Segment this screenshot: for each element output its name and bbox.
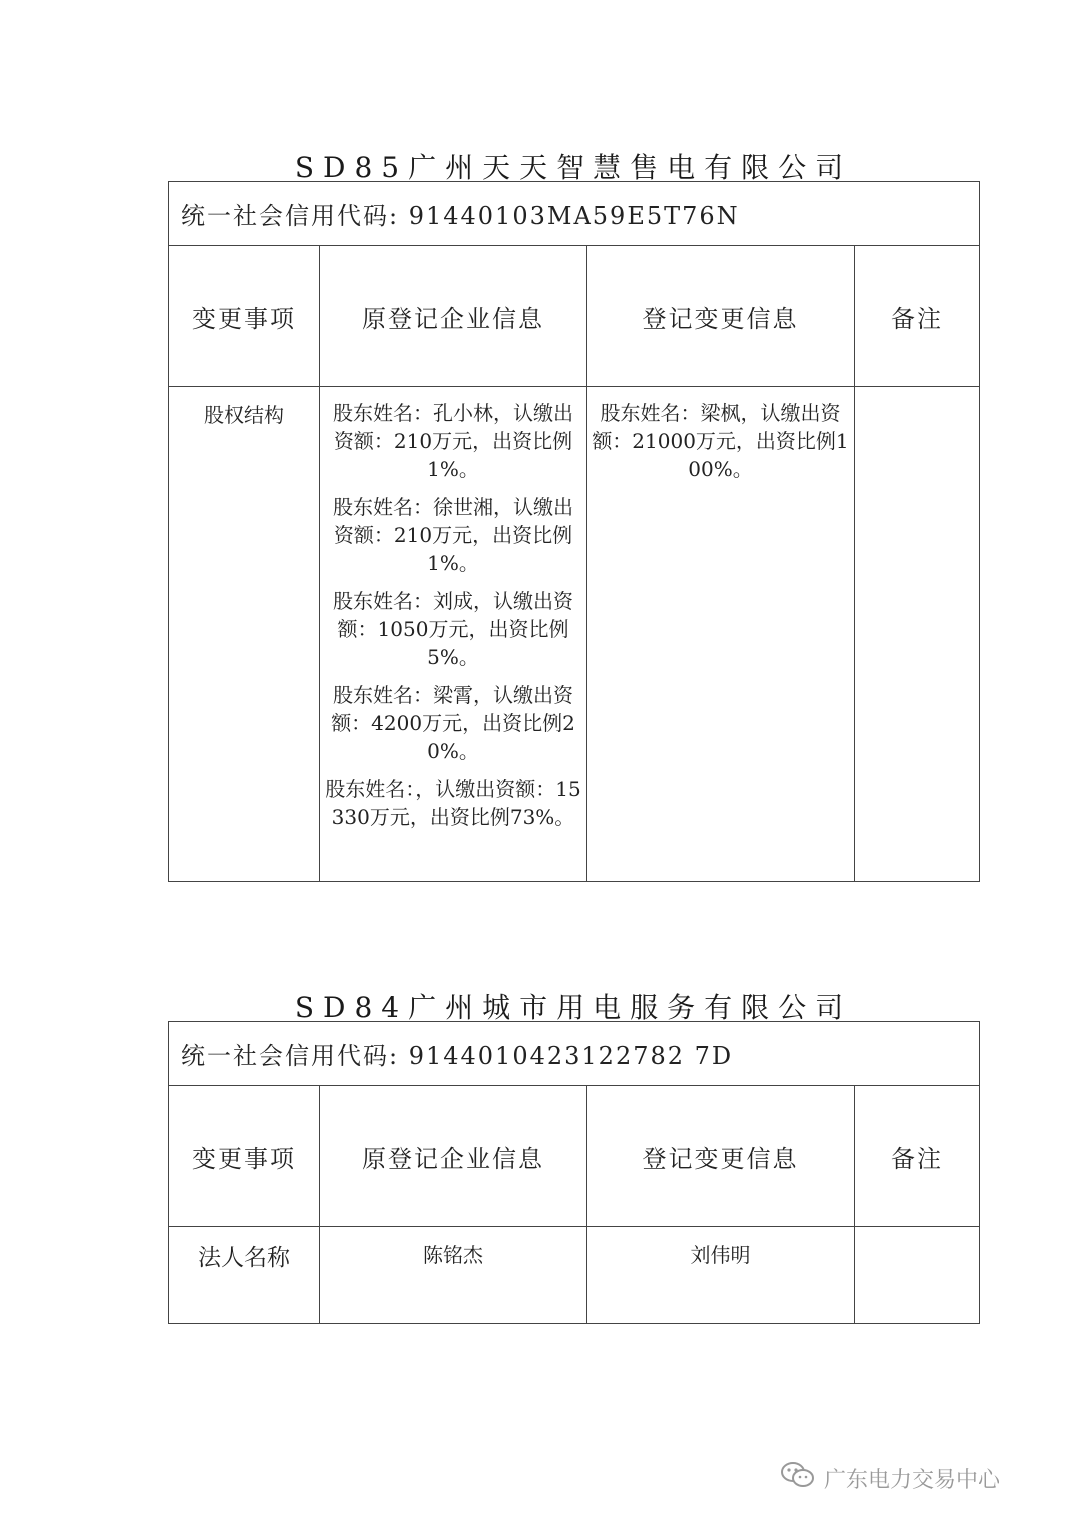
header-item: 变更事项 [169,1086,320,1227]
header-original: 原登记企业信息 [320,246,587,387]
original-info-cell [320,387,587,882]
change-record-table [168,1021,980,1324]
change-item: 法人名称 [169,1227,320,1324]
changed-info-cell [587,387,855,882]
shareholder-entry: 股东姓名：梁枫，认缴出资额：21000万元，出资比例100%。 [592,401,849,481]
watermark [780,1460,1000,1496]
shareholder-entry: 股东姓名：孔小林，认缴出资额：210万元，出资比例1%。 [333,401,573,481]
change-record-table [168,181,980,882]
section-title: SD85广州天天智慧售电有限公司 [294,151,853,184]
section-title: SD84广州城市用电服务有限公司 [294,991,853,1024]
credit-code: 统一社会信用代码: 9144010423122782 7D [169,1022,980,1086]
original-info-cell: 陈铭杰 [320,1227,587,1324]
change-item: 股权结构 [169,387,320,882]
shareholder-entry: 股东姓名：梁霄，认缴出资额：4200万元，出资比例20%。 [331,683,575,763]
header-remark: 备注 [855,1086,980,1227]
changed-info-cell: 刘伟明 [587,1227,855,1324]
credit-code: 统一社会信用代码: 91440103MA59E5T76N [169,182,980,246]
shareholder-entry: 股东姓名：，认缴出资额：15330万元，出资比例73%。 [325,777,581,829]
header-remark: 备注 [855,246,980,387]
wechat-icon [780,1460,816,1496]
header-changed: 登记变更信息 [587,246,855,387]
header-original: 原登记企业信息 [320,1086,587,1227]
shareholder-entry: 股东姓名：刘成，认缴出资额：1050万元，出资比例5%。 [333,589,573,669]
header-changed: 登记变更信息 [587,1086,855,1227]
header-item: 变更事项 [169,246,320,387]
remark-cell [855,1227,980,1324]
remark-cell [855,387,980,882]
shareholder-entry: 股东姓名：徐世湘，认缴出资额：210万元，出资比例1%。 [333,495,573,575]
watermark-text: 广东电力交易中心 [824,1467,1001,1493]
